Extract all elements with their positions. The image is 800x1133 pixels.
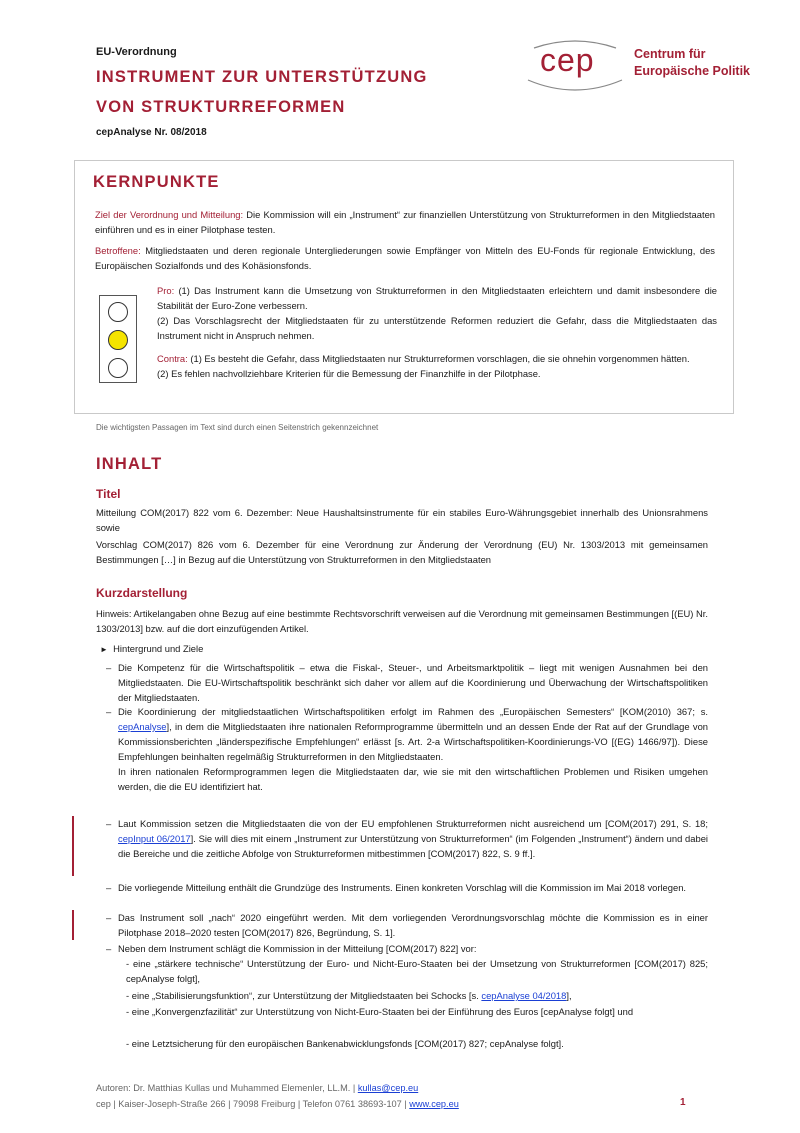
- dash-item-5: [106, 910, 708, 940]
- cepanalyse-0418-link[interactable]: cepAnalyse 04/2018: [481, 990, 567, 1001]
- page-title-line2: VON STRUKTURREFORMEN: [96, 98, 346, 116]
- betroffene-text: Mitgliedstaaten und deren regionale Untergliederungen sowie Empfänger von Mitteln des EU-Fonds für regionale Entwicklung, des Europäischen Sozialfonds und des Kohäsionsfonds.: [95, 245, 715, 271]
- contra-section: [157, 351, 717, 381]
- dash-text: Laut Kommission setzen die Mitgliedstaaten die von der EU empfohlenen Strukturreformen nicht ausreichend um [COM(2017) 291, S. 18;: [118, 818, 708, 829]
- dash-item-4: [106, 880, 708, 895]
- important-passage-bar: [72, 816, 74, 876]
- dash-text: Die vorliegende Mitteilung enthält die Grundzüge des Instruments. Einen konkreten Vorschlag will die Kommission im Mai 2018 vorlegen.: [118, 882, 687, 893]
- traffic-lamp-bottom: [108, 358, 128, 378]
- traffic-lamp-middle: [108, 330, 128, 350]
- dash-mark: –: [106, 706, 112, 717]
- hinweis: Hinweis: Artikelangaben ohne Bezug auf eine bestimmte Rechtsvorschrift verweisen auf die Verordnung mit gemeinsamen Bestimmungen [(EU) Nr. 1303/2013] bzw. auf die dort einzufügenden Artikel.: [96, 608, 708, 634]
- section-bullet: [100, 643, 203, 654]
- logo-line2: Europäische Politik: [634, 64, 751, 78]
- triangle-bullet-icon: ►: [100, 645, 108, 654]
- kernpunkte-title: KERNPUNKTE: [93, 173, 220, 191]
- kernpunkte-ziel: [95, 207, 715, 237]
- sub-item-1: - eine „stärkere technische“ Unterstützung der Euro- und Nicht-Euro-Staaten bei der Umsetzung von Strukturreformen [COM(2017) 825; cepAnalyse folgt],: [126, 958, 708, 984]
- logo-text: [634, 46, 750, 80]
- titel-heading: Titel: [96, 487, 121, 501]
- page-number: 1: [680, 1097, 686, 1108]
- kernpunkte-box: [74, 160, 734, 414]
- inhalt-title: INHALT: [96, 455, 163, 473]
- sub-item-3: - eine „Konvergenzfazilität“ zur Unterstützung von Nicht-Euro-Staaten bei der Einführung des Euros [cepAnalyse folgt] und: [126, 1006, 634, 1017]
- logo-mark: cep: [540, 42, 595, 78]
- pro-section: [157, 283, 717, 343]
- cepanalyse-link[interactable]: cepAnalyse: [118, 721, 167, 732]
- dash-mark: –: [106, 882, 112, 893]
- sub-text: ],: [566, 990, 572, 1001]
- dash-text: ], in dem die Mitgliedstaaten ihre nationalen Reformprogramme übermitteln und an dessen Ende der Rat auf der Grundlage von Kommissionsberichten „länderspezifische Empfehlungen“ erlässt [s. Art. 2-a Wirtschaftspolitiken-Koordinierungs-VO [(EG) 1466/97]). Diese Empfehlungen beinhalten regelmäßig Strukturreformen in den Mitgliedstaaten.: [118, 721, 708, 762]
- pro-label: Pro:: [157, 285, 175, 296]
- traffic-lamp-top: [108, 302, 128, 322]
- dash-text: Die Koordinierung der mitgliedstaatlichen Wirtschaftspolitiken erfolgt im Rahmen des „Europäischen Semesters“ [KOM(2010) 367; s.: [118, 706, 708, 717]
- website-link[interactable]: www.cep.eu: [409, 1099, 459, 1109]
- traffic-light-icon: [99, 295, 137, 383]
- kernpunkte-betroffene: [95, 243, 715, 273]
- dash-text: Neben dem Instrument schlägt die Kommission in der Mitteilung [COM(2017) 822] vor:: [118, 943, 477, 954]
- kurzdarstellung-heading: Kurzdarstellung: [96, 586, 188, 600]
- authors-text: Autoren: Dr. Matthias Kullas und Muhammed Elemenler, LL.M. |: [96, 1083, 358, 1093]
- dash-text: Das Instrument soll „nach“ 2020 eingeführt werden. Mit dem vorliegenden Verordnungsvorschlag möchte die Kommission es in einer Pilotphase 2018–2020 testen [COM(2017) 826, Begründung, S. 1].: [118, 912, 708, 938]
- author-email-link[interactable]: kullas@cep.eu: [357, 1083, 419, 1093]
- dash-item-2: [106, 704, 708, 794]
- pro-2: (2) Das Vorschlagsrecht der Mitgliedstaaten für zu unterstützende Reformen reduziert die Gefahr, dass die Mitgliedstaaten das Instrument nicht in Anspruch nehmen.: [157, 315, 717, 341]
- contra-1: (1) Es besteht die Gefahr, dass Mitgliedstaaten nur Strukturreformen vorschlagen, die sie ohnehin vorgenommen hätten.: [190, 353, 690, 364]
- contra-2: (2) Es fehlen nachvollziehbare Kriterien für die Bemessung der Finanzhilfe in der Pilotphase.: [157, 368, 541, 379]
- pro-1: (1) Das Instrument kann die Umsetzung von Strukturreformen in den Mitgliedstaaten erleichtern und damit insbesondere die Stabilität der Euro-Zone verbessern.: [157, 285, 717, 311]
- contra-label: Contra:: [157, 353, 188, 364]
- footer-authors: [96, 1083, 418, 1093]
- ziel-text: Die Kommission will ein „Instrument“ zur finanziellen Unterstützung von Strukturreformen in den Mitgliedstaaten einführen und es in einer Pilotphase testen.: [95, 209, 715, 235]
- logo-line1: Centrum für: [634, 47, 706, 61]
- sub-item-4: - eine Letztsicherung für den europäischen Bankenabwicklungsfonds [COM(2017) 827; cepAnalyse folgt].: [126, 1038, 564, 1049]
- sub-item-2: [126, 988, 708, 1003]
- important-passage-bar-2: [72, 910, 74, 940]
- dash-text: ]. Sie will dies mit einem „Instrument zur Unterstützung von Strukturreformen“ (im Folgenden „Instrument“) ändern und dabei die Bereiche und die zeitliche Abfolge von Strukturreformen mitbestimmen [COM(2017) 822, S. 9 ff.].: [118, 833, 708, 859]
- address-text: cep | Kaiser-Joseph-Straße 266 | 79098 Freiburg | Telefon 0761 38693-107 |: [96, 1099, 410, 1109]
- sub-text: - eine „Stabilisierungsfunktion“, zur Unterstützung der Mitgliedstaaten bei Schocks [s.: [126, 990, 482, 1001]
- document-type-label: EU-Verordnung: [96, 46, 177, 58]
- dash-item-1: [106, 660, 708, 705]
- dash-item-3: [106, 816, 708, 861]
- dash-mark: –: [106, 818, 112, 829]
- titel-1: Mitteilung COM(2017) 822 vom 6. Dezember: Neue Haushaltsinstrumente für ein stabiles Euro-Währungsgebiet innerhalb des Unionsrahmens sowie: [96, 507, 708, 533]
- dash-mark: –: [106, 943, 112, 954]
- page-title-line1: INSTRUMENT ZUR UNTERSTÜTZUNG: [96, 68, 428, 86]
- dash-text: Die Kompetenz für die Wirtschaftspolitik – etwa die Fiskal-, Steuer-, und Arbeitsmarktpolitik – liegt mit wenigen Ausnahmen bei den Mitgliedstaaten. Die EU-Wirtschaftspolitik beschränkt sich daher vor allem auf die Koordinierung und Überwachung der Wirtschaftspolitiken der Mitgliedstaaten.: [118, 662, 708, 703]
- titel-2: Vorschlag COM(2017) 826 vom 6. Dezember für eine Verordnung zur Änderung der Verordnung (EU) Nr. 1303/2013 mit gemeinsamen Bestimmungen […] in Bezug auf die Unterstützung von Strukturreformen in den Mitgliedstaaten: [96, 539, 708, 565]
- dash-text-extra: In ihren nationalen Reformprogrammen legen die Mitgliedstaaten dar, wie sie mit den wirtschaftlichen Problemen und Risiken umgehen werden, die die EU identifiziert hat.: [118, 766, 708, 792]
- analyse-number: cepAnalyse Nr. 08/2018: [96, 127, 207, 138]
- dash-mark: –: [106, 662, 112, 673]
- side-bar-note: Die wichtigsten Passagen im Text sind durch einen Seitenstrich gekennzeichnet: [96, 423, 379, 432]
- cep-logo: [520, 40, 760, 92]
- footer-address: [96, 1099, 459, 1109]
- dash-item-6: [106, 941, 708, 956]
- cepinput-link[interactable]: cepInput 06/2017: [118, 833, 191, 844]
- dash-mark: –: [106, 912, 112, 923]
- ziel-label: Ziel der Verordnung und Mitteilung:: [95, 209, 244, 220]
- bullet-label: Hintergrund und Ziele: [113, 643, 204, 654]
- betroffene-label: Betroffene:: [95, 245, 141, 256]
